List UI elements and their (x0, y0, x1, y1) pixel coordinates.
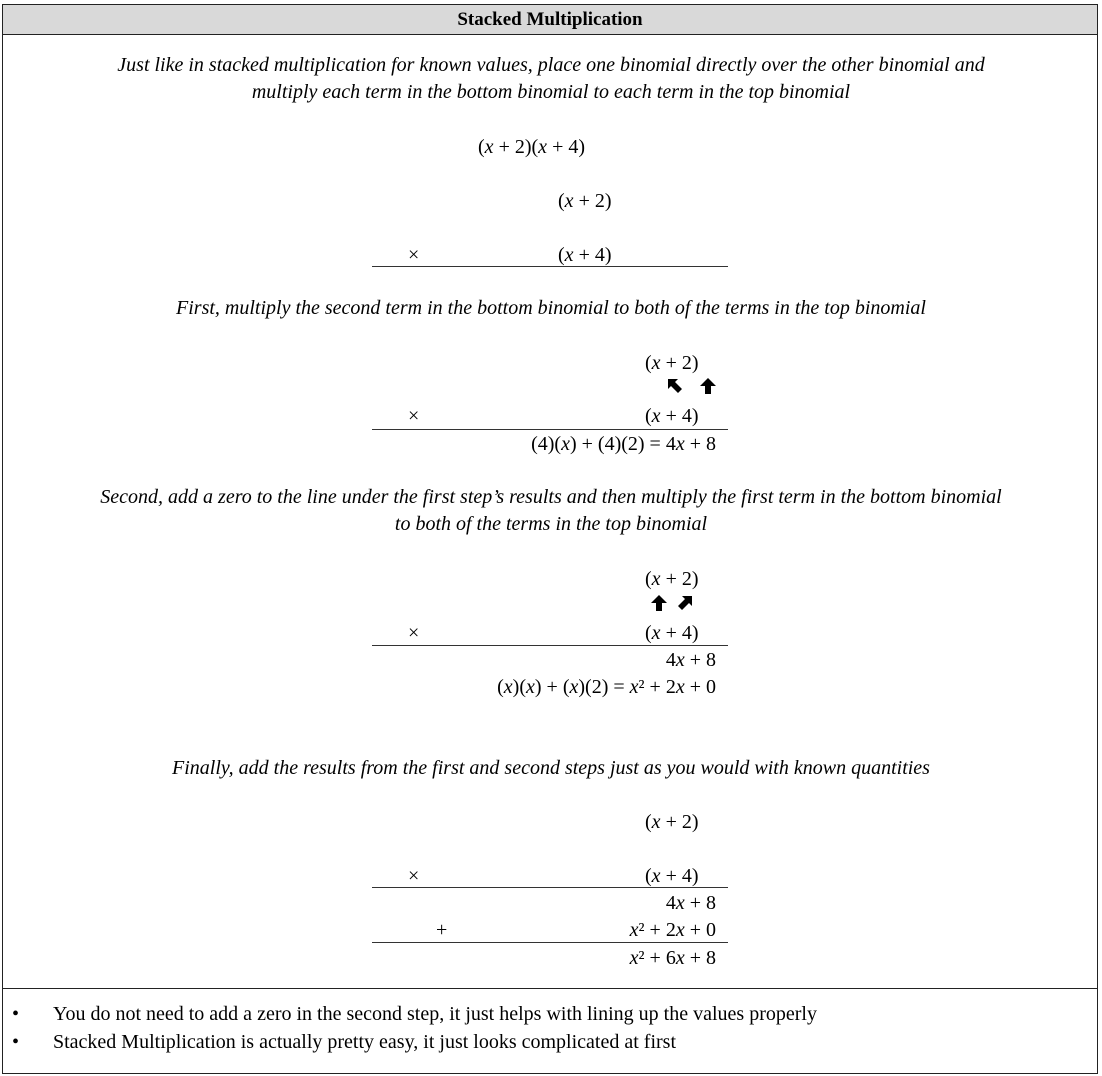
note-text: Stacked Multiplication is actually pretty easy, it just looks complicated at first (53, 1031, 677, 1053)
intro-line-1: Just like in stacked multiplication for known values, place one binomial directly over the other binomial and (117, 54, 985, 76)
setup-bottom-binomial: (x + 4) (558, 244, 612, 266)
notes-divider (3, 988, 1097, 989)
setup-rule (372, 266, 728, 267)
setup-top-binomial: (x + 2) (558, 190, 612, 212)
arrow-up-icon (699, 377, 717, 395)
title-bar (3, 5, 1097, 35)
step2-rule (372, 645, 728, 646)
step1-rule (372, 429, 728, 430)
notes-list (0, 1000, 1102, 1056)
step2-row2: (x)(x) + (x)(2) = x² + 2x + 0 (497, 676, 716, 698)
final-top-binomial: (x + 2) (645, 811, 699, 833)
bullet-icon: • (12, 1003, 20, 1025)
final-row2: x² + 2x + 0 (629, 919, 716, 941)
arrow-up-icon (650, 594, 668, 612)
arrow-up-left-icon (666, 377, 684, 395)
final-rule-1 (372, 887, 728, 888)
step2-times-sign: × (408, 622, 420, 644)
bullet-icon: • (12, 1031, 20, 1053)
page-title: Stacked Multiplication (457, 9, 643, 30)
step2-bottom-binomial: (x + 4) (645, 622, 699, 644)
final-plus-sign: + (436, 919, 448, 941)
final-row1: 4x + 8 (665, 892, 716, 914)
document-frame (2, 4, 1098, 1074)
setup-times-sign: × (408, 244, 420, 266)
step1-top-binomial: (x + 2) (645, 352, 699, 374)
final-sum: x² + 6x + 8 (629, 947, 716, 969)
note-text: You do not need to add a zero in the second step, it just helps with lining up the values properly (53, 1003, 817, 1025)
note-item (0, 1028, 1102, 1056)
step1-bottom-binomial: (x + 4) (645, 405, 699, 427)
arrow-up-right-icon (676, 594, 694, 612)
step2-top-binomial: (x + 2) (645, 568, 699, 590)
final-times-sign: × (408, 865, 420, 887)
final-rule-2 (372, 942, 728, 943)
step1-times-sign: × (408, 405, 420, 427)
step2-instruction-line-1: Second, add a zero to the line under the first step’s results and then multiply the first term in the bottom binomial (100, 486, 1002, 508)
step1-instruction: First, multiply the second term in the bottom binomial to both of the terms in the top binomial (176, 297, 926, 319)
step2-row1: 4x + 8 (665, 649, 716, 671)
step2-instruction-line-2: to both of the terms in the top binomial (394, 513, 708, 535)
step1-result: (4)(x) + (4)(2) = 4x + 8 (531, 433, 716, 455)
setup-product: (x + 2)(x + 4) (478, 136, 586, 158)
final-bottom-binomial: (x + 4) (645, 865, 699, 887)
final-instruction: Finally, add the results from the first and second steps just as you would with known quantities (172, 757, 930, 779)
intro-line-2: multiply each term in the bottom binomial to each term in the top binomial (251, 81, 851, 103)
note-item (0, 1000, 1102, 1028)
